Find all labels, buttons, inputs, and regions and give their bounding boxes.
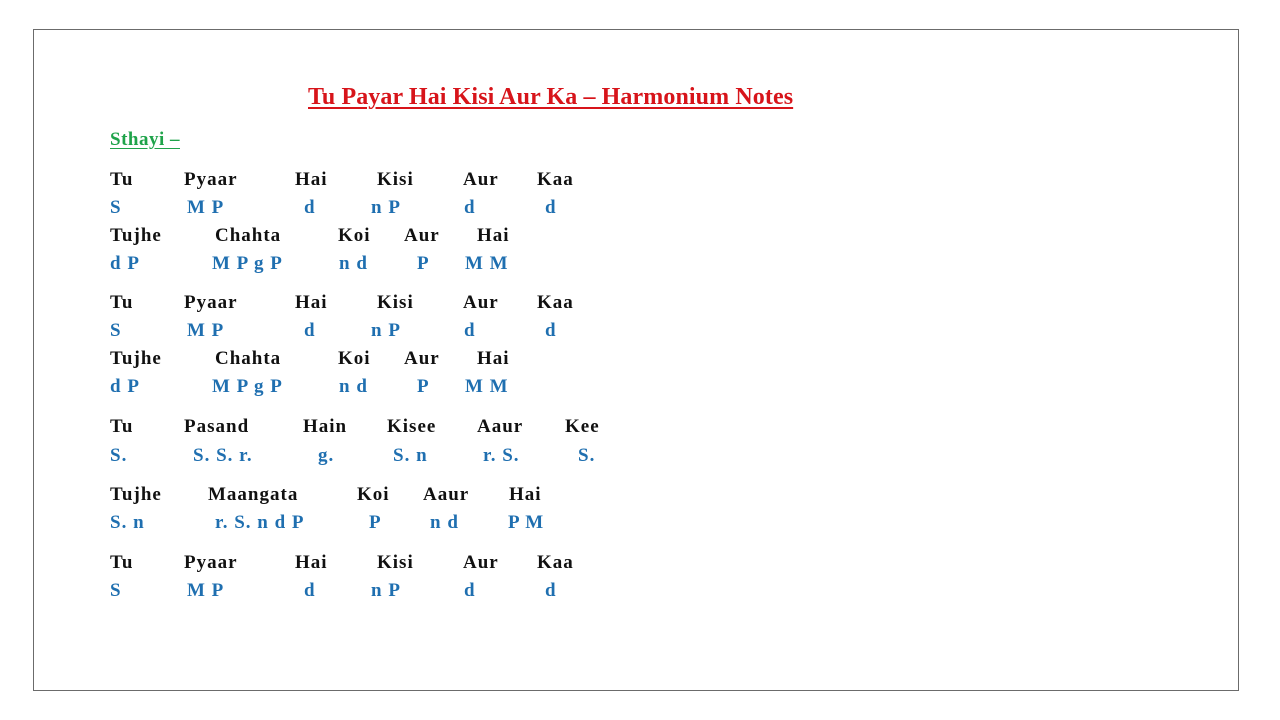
lyric-word: Tu	[110, 292, 134, 313]
lyric-word: Kaa	[537, 552, 574, 573]
note-group: d	[304, 580, 316, 601]
lyric-word: Kisi	[377, 292, 414, 313]
section-heading-sthayi: Sthayi –	[110, 129, 180, 150]
note-group: n d	[339, 376, 368, 397]
note-group: S. S. r.	[193, 445, 253, 466]
note-group: S	[110, 197, 122, 218]
lyric-word: Kisee	[387, 416, 437, 437]
note-group: P M	[508, 512, 545, 533]
lyric-word: Kisi	[377, 552, 414, 573]
note-group: S.	[578, 445, 596, 466]
note-group: M P	[187, 197, 225, 218]
note-group: d	[545, 197, 557, 218]
lyric-word: Pyaar	[184, 552, 238, 573]
page-title: Tu Payar Hai Kisi Aur Ka – Harmonium Notes	[308, 84, 794, 110]
lyric-word: Aur	[463, 552, 499, 573]
note-group: P	[417, 376, 430, 397]
lyric-word: Koi	[357, 484, 390, 505]
lyric-word: Chahta	[215, 225, 282, 246]
lyric-word: Aaur	[423, 484, 470, 505]
lyric-word: Kaa	[537, 292, 574, 313]
note-group: n P	[371, 320, 401, 341]
note-group: S	[110, 580, 122, 601]
note-group: d P	[110, 253, 140, 274]
lyric-word: Koi	[338, 348, 371, 369]
lyric-word: Pyaar	[184, 169, 238, 190]
note-group: d P	[110, 376, 140, 397]
note-group: n P	[371, 580, 401, 601]
lyric-word: Tujhe	[110, 348, 162, 369]
lyric-word: Hai	[477, 348, 510, 369]
lyric-word: Tu	[110, 552, 134, 573]
lyric-word: Hai	[509, 484, 542, 505]
lyric-word: Tu	[110, 416, 134, 437]
lyric-word: Chahta	[215, 348, 282, 369]
lyric-word: Kaa	[537, 169, 574, 190]
note-group: M P	[187, 320, 225, 341]
lyric-word: Hain	[303, 416, 348, 437]
note-group: d	[545, 320, 557, 341]
lyric-word: Pasand	[184, 416, 250, 437]
lyric-word: Hai	[477, 225, 510, 246]
note-group: P	[417, 253, 430, 274]
lyric-word: Maangata	[208, 484, 299, 505]
note-group: d	[464, 320, 476, 341]
lyric-word: Tujhe	[110, 225, 162, 246]
note-group: P	[369, 512, 382, 533]
note-group: g.	[318, 445, 335, 466]
lyric-word: Hai	[295, 292, 328, 313]
note-group: S. n	[110, 512, 145, 533]
lyric-word: Hai	[295, 552, 328, 573]
note-group: M P g P	[212, 253, 283, 274]
lyric-word: Tujhe	[110, 484, 162, 505]
note-group: n d	[339, 253, 368, 274]
lyric-word: Koi	[338, 225, 371, 246]
lyric-word: Aaur	[477, 416, 524, 437]
note-group: d	[545, 580, 557, 601]
note-group: d	[464, 197, 476, 218]
note-group: S. n	[393, 445, 428, 466]
lyric-word: Pyaar	[184, 292, 238, 313]
note-group: r. S. n d P	[215, 512, 305, 533]
note-group: S	[110, 320, 122, 341]
lyric-word: Aur	[463, 292, 499, 313]
note-group: n P	[371, 197, 401, 218]
lyric-word: Aur	[463, 169, 499, 190]
note-group: d	[304, 197, 316, 218]
note-group: d	[304, 320, 316, 341]
note-group: r. S.	[483, 445, 520, 466]
note-group: M M	[465, 376, 509, 397]
note-group: S.	[110, 445, 128, 466]
note-group: M P	[187, 580, 225, 601]
lyric-word: Hai	[295, 169, 328, 190]
lyric-word: Kee	[565, 416, 600, 437]
note-group: M P g P	[212, 376, 283, 397]
lyric-word: Aur	[404, 348, 440, 369]
note-group: d	[464, 580, 476, 601]
lyric-word: Aur	[404, 225, 440, 246]
note-group: n d	[430, 512, 459, 533]
lyric-word: Kisi	[377, 169, 414, 190]
note-group: M M	[465, 253, 509, 274]
lyric-word: Tu	[110, 169, 134, 190]
